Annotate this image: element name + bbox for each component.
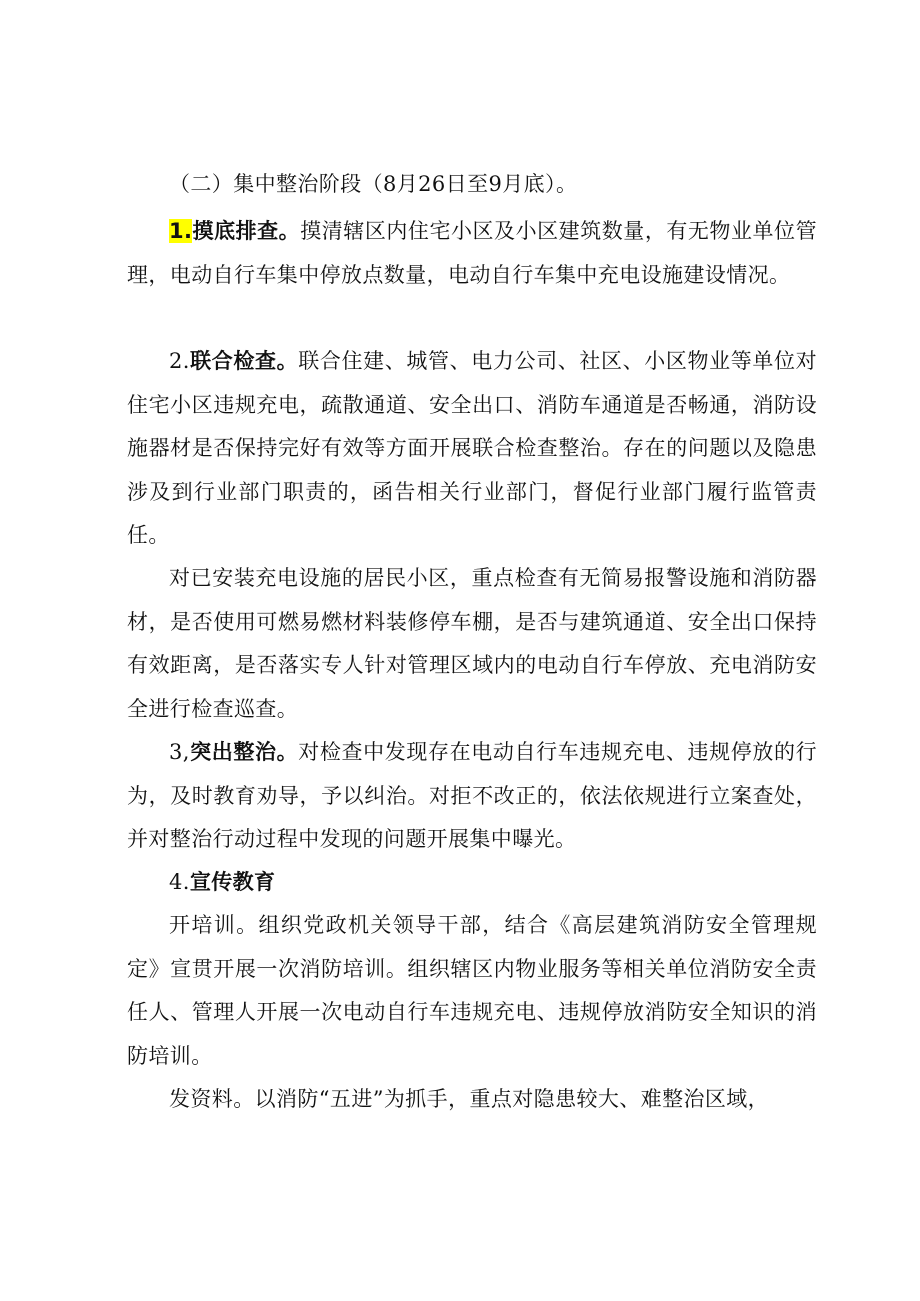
training-body: 开培训。组织党政机关领导干部，结合《高层建筑消防安全管理规定》宣贯开展一次消防培训。组织辖区内物业服务等相关单位消防安全责任人、管理人开展一次电动自行车违规充电、违规停放消防安全知识的消防培训。 bbox=[127, 913, 817, 1068]
stage-heading bbox=[127, 163, 817, 207]
section-4-number: 4. bbox=[169, 870, 190, 894]
section-2-body: 联合住建、城管、电力公司、社区、小区物业等单位对住宅小区违规充电，疏散通道、安全出口、消防车通道是否畅通，消防设施器材是否保持完好有效等方面开展联合检查整治。存在的问题以及隐患涉及到行业部门职责的，函告相关行业部门，督促行业部门履行监管责任。 bbox=[127, 349, 817, 547]
training-paragraph bbox=[127, 904, 817, 1078]
section-4-title: 宣传教育 bbox=[189, 870, 276, 894]
section-4-heading bbox=[127, 861, 817, 905]
section-3-title: 突出整治。 bbox=[189, 740, 299, 764]
section-2-paragraph bbox=[127, 340, 817, 558]
highlight-mark: 1. bbox=[169, 219, 193, 243]
section-1-body: 摸清辖区内住宅小区及小区建筑数量，有无物业单位管理，电动自行车集中停放点数量，电动自行车集中充电设施建设情况。 bbox=[127, 219, 817, 287]
section-3-number: 3, bbox=[169, 740, 190, 764]
section-3-body: 对检查中发现存在电动自行车违规充电、违规停放的行为，及时教育劝导，予以纠治。对拒不改正的，依法依规进行立案查处，并对整治行动过程中发现的问题开展集中曝光。 bbox=[127, 740, 817, 851]
section-1-number bbox=[169, 219, 192, 243]
section-2-title: 联合检查。 bbox=[189, 349, 299, 373]
charging-facility-paragraph bbox=[127, 557, 817, 731]
section-2-number: 2. bbox=[169, 349, 190, 373]
section-3-paragraph bbox=[127, 731, 817, 862]
materials-paragraph bbox=[127, 1078, 817, 1122]
stage-heading-text: （二）集中整治阶段（8月26日至9月底）。 bbox=[169, 172, 578, 196]
charging-facility-body: 对已安装充电设施的居民小区，重点检查有无简易报警设施和消防器材，是否使用可燃易燃材料装修停车棚，是否与建筑通道、安全出口保持有效距离，是否落实专人针对管理区域内的电动自行车停放、充电消防安全进行检查巡查。 bbox=[127, 566, 817, 721]
section-1-paragraph bbox=[127, 210, 817, 297]
materials-body: 发资料。以消防“五进”为抓手，重点对隐患较大、难整治区域， bbox=[169, 1087, 770, 1111]
section-1-title: 摸底排查。 bbox=[192, 219, 301, 243]
